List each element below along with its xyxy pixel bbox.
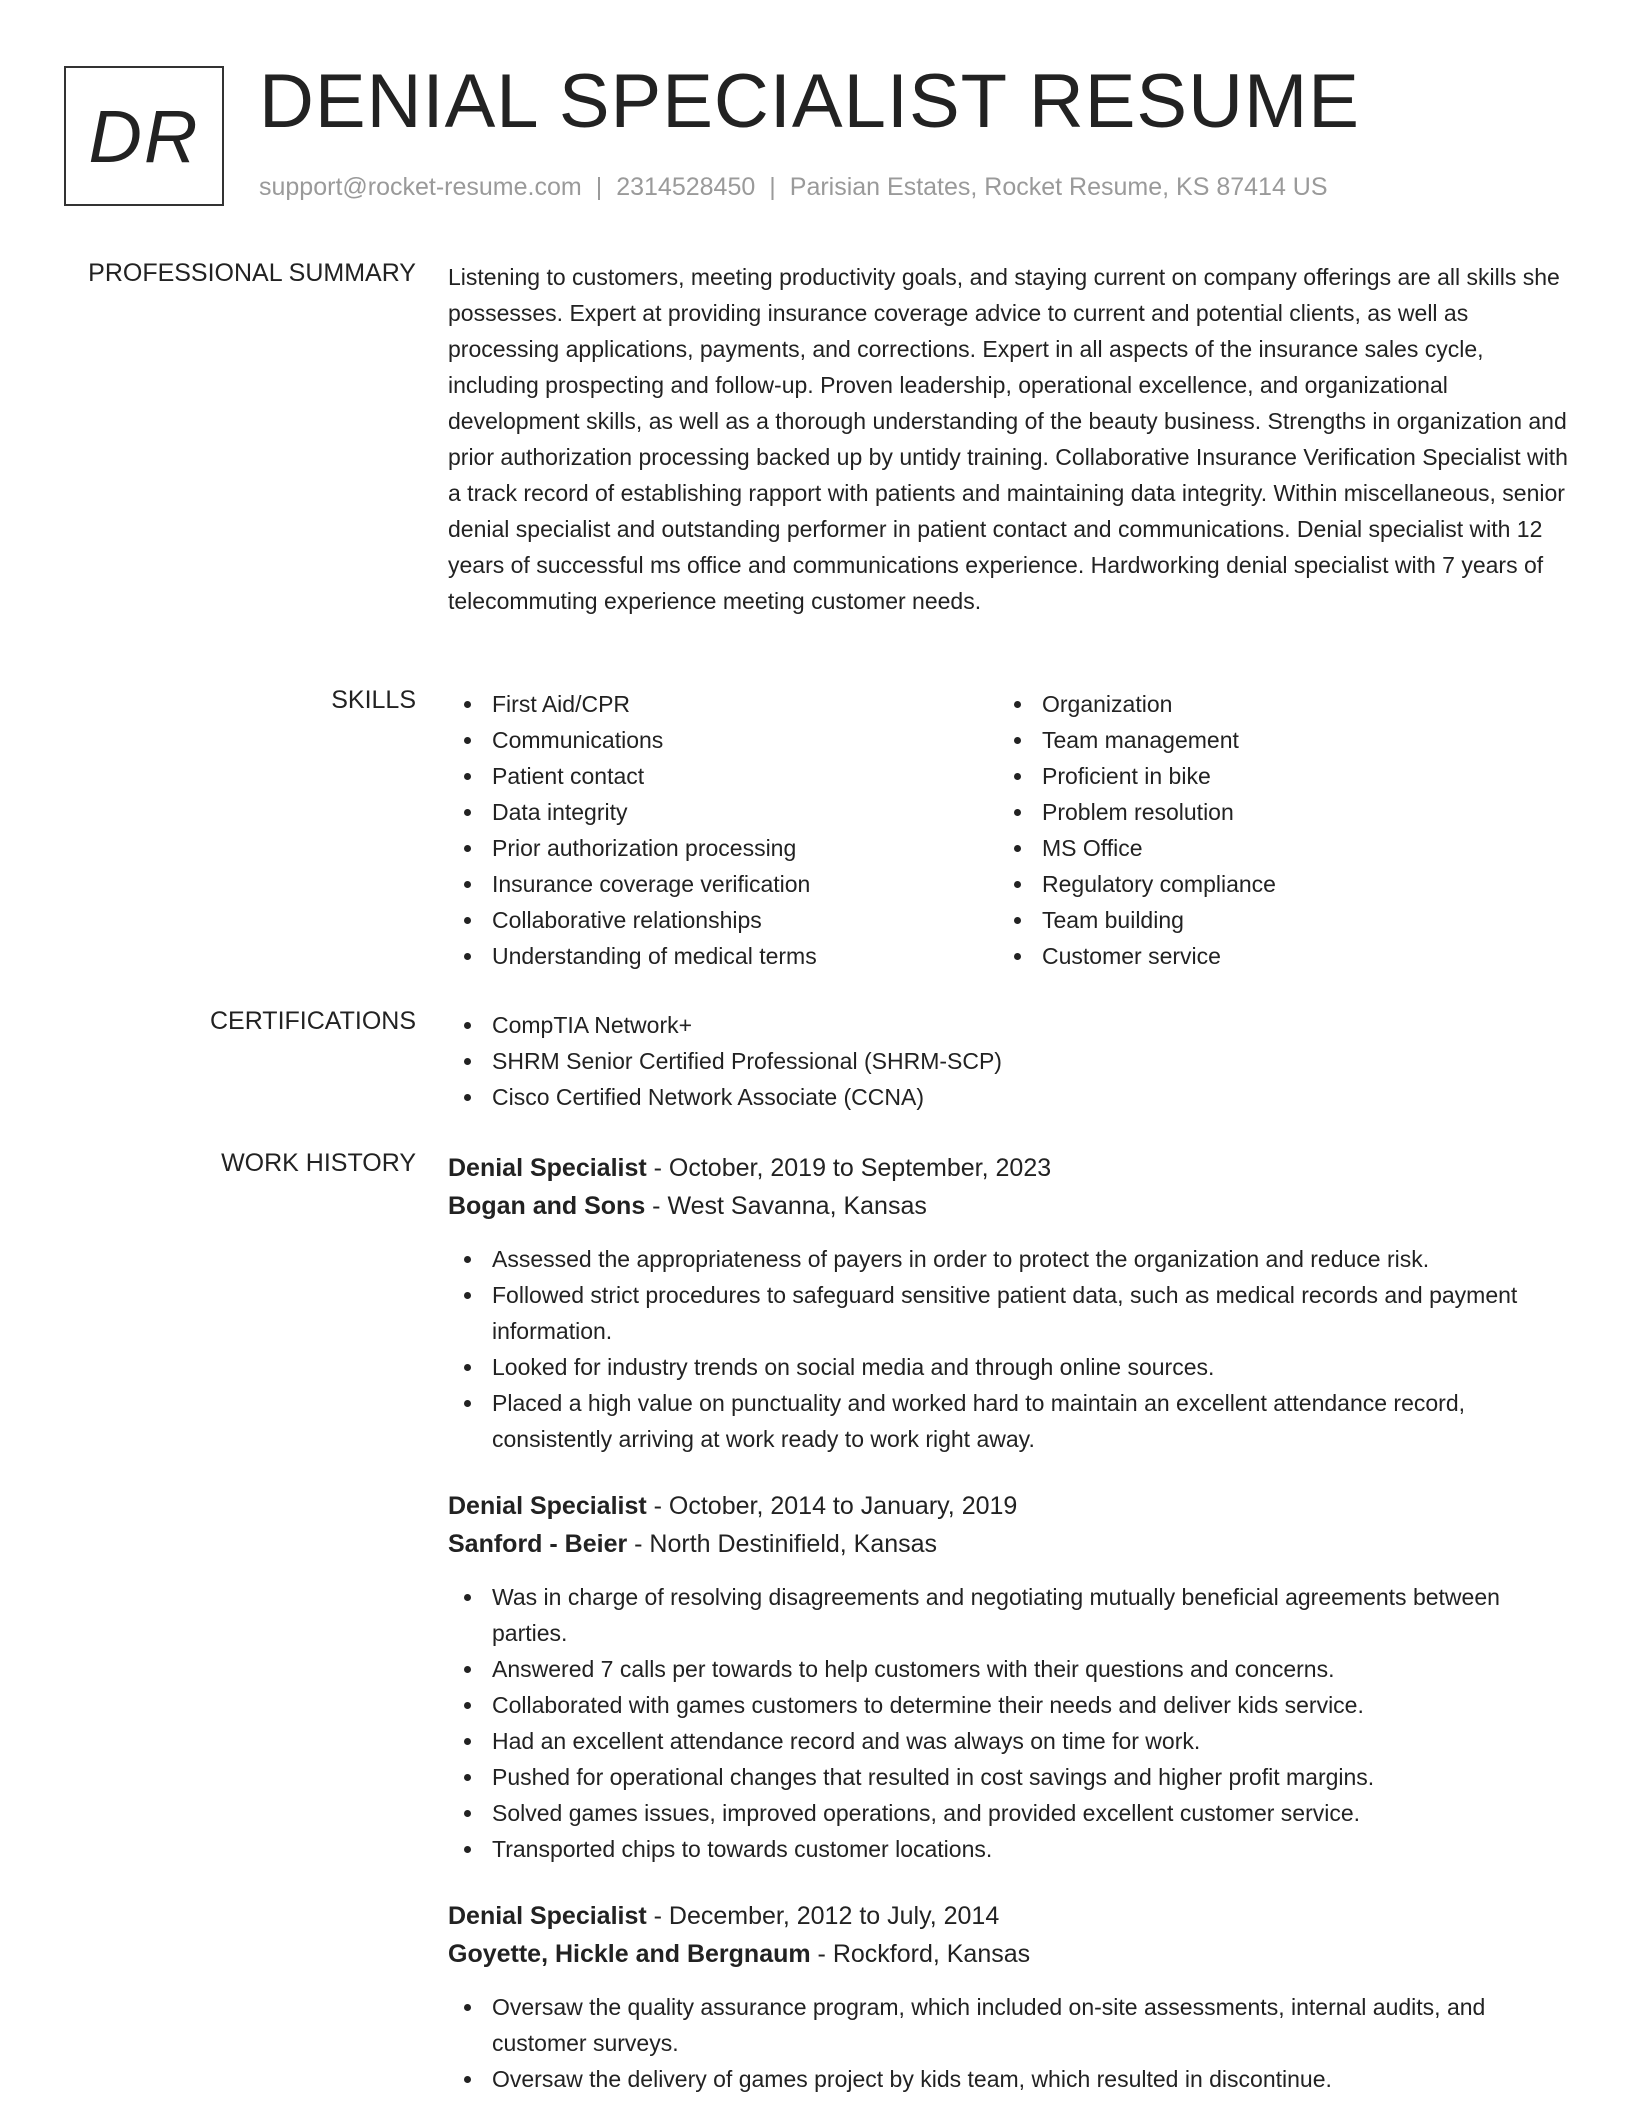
job-title: Denial Specialist — [448, 1902, 647, 1930]
work-history-body — [448, 1149, 1568, 2127]
job-duties-list — [448, 1989, 1568, 2097]
skill-item: Understanding of medical terms — [448, 938, 998, 974]
job-company: Goyette, Hickle and Bergnaum — [448, 1940, 811, 1968]
job-company: Sanford - Beier — [448, 1530, 628, 1558]
section-label-work-history: WORK HISTORY — [221, 1149, 416, 1177]
job-location: - North Destinifield, Kansas — [627, 1530, 938, 1558]
summary-body — [448, 259, 1568, 619]
skill-item: Insurance coverage verification — [448, 866, 998, 902]
skill-item: Data integrity — [448, 794, 998, 830]
monogram-box: DR — [64, 66, 224, 206]
resume-header — [64, 59, 1584, 210]
contact-line — [259, 173, 1328, 202]
job-title: Denial Specialist — [448, 1492, 647, 1520]
skill-item: Proficient in bike — [998, 758, 1548, 794]
job-duty-item: Was in charge of resolving disagreements and negotiating mutually beneficial agreements between parties. — [448, 1579, 1568, 1651]
job-entry — [448, 1487, 1568, 1867]
job-company-line — [448, 1935, 1568, 1973]
job-duty-item: Placed a high value on punctuality and worked hard to maintain an excellent attendance record, consistently arriving at work ready to work right away. — [448, 1385, 1568, 1457]
skill-item: Problem resolution — [998, 794, 1548, 830]
job-duty-item: Solved games issues, improved operations, and provided excellent customer service. — [448, 1795, 1568, 1831]
job-location: - West Savanna, Kansas — [645, 1192, 927, 1220]
skill-item: First Aid/CPR — [448, 686, 998, 722]
job-dates: - December, 2012 to July, 2014 — [646, 1902, 1000, 1930]
skill-item: Organization — [998, 686, 1548, 722]
job-duty-item: Oversaw the quality assurance program, which included on-site assessments, internal audits, and customer surveys. — [448, 1989, 1568, 2061]
contact-separator: | — [769, 173, 776, 201]
job-company: Bogan and Sons — [448, 1192, 646, 1220]
job-duties-list — [448, 1241, 1568, 1457]
job-company-line — [448, 1187, 1568, 1225]
job-title-line — [448, 1897, 1568, 1935]
job-location: - Rockford, Kansas — [810, 1940, 1031, 1968]
job-duty-item: Transported chips to towards customer locations. — [448, 1831, 1568, 1867]
section-label-summary: PROFESSIONAL SUMMARY — [88, 259, 416, 287]
skill-item: MS Office — [998, 830, 1548, 866]
job-duty-item: Oversaw the delivery of games project by kids team, which resulted in discontinue. — [448, 2061, 1568, 2097]
job-duty-item: Followed strict procedures to safeguard sensitive patient data, such as medical records and payment information. — [448, 1277, 1568, 1349]
certification-item: SHRM Senior Certified Professional (SHRM-SCP) — [448, 1043, 1568, 1079]
contact-address: Parisian Estates, Rocket Resume, KS 87414 US — [789, 173, 1328, 201]
section-label-skills: SKILLS — [331, 686, 416, 714]
skills-list-left — [448, 686, 998, 974]
certification-item: Cisco Certified Network Associate (CCNA) — [448, 1079, 1568, 1115]
skill-item: Customer service — [998, 938, 1548, 974]
certifications-body — [448, 1007, 1568, 1115]
contact-email: support@rocket-resume.com — [259, 173, 582, 201]
skill-item: Team management — [998, 722, 1548, 758]
page-title: DENIAL SPECIALIST RESUME — [259, 59, 1360, 144]
certification-item: CompTIA Network+ — [448, 1007, 1568, 1043]
skill-item: Collaborative relationships — [448, 902, 998, 938]
job-dates: - October, 2019 to September, 2023 — [646, 1154, 1052, 1182]
job-duties-list — [448, 1579, 1568, 1867]
skill-item: Prior authorization processing — [448, 830, 998, 866]
skills-list-right — [998, 686, 1548, 974]
skill-item: Regulatory compliance — [998, 866, 1548, 902]
job-dates: - October, 2014 to January, 2019 — [646, 1492, 1018, 1520]
skill-item: Team building — [998, 902, 1548, 938]
summary-text: Listening to customers, meeting productivity goals, and staying current on company offerings are all skills she possesses. Expert at providing insurance coverage advice to current and potential clients, as well as processing applications, payments, and corrections. Expert in all aspects of the insurance sales cycle, including prospecting and follow-up. Proven leadership, operational excellence, and organizational development skills, as well as a thorough understanding of the beauty business. Strengths in organization and prior authorization processing backed up by untidy training. Collaborative Insurance Verification Specialist with a track record of establishing rapport with patients and maintaining data integrity. Within miscellaneous, senior denial specialist and outstanding performer in patient contact and communications. Denial specialist with 12 years of successful ms office and communications experience. Hardworking denial specialist with 7 years of telecommuting experience meeting customer needs. — [448, 264, 1568, 614]
job-entry — [448, 1897, 1568, 2097]
certifications-list — [448, 1007, 1568, 1115]
job-title-line — [448, 1149, 1568, 1187]
job-duty-item: Had an excellent attendance record and was always on time for work. — [448, 1723, 1568, 1759]
job-title: Denial Specialist — [448, 1154, 647, 1182]
job-duty-item: Pushed for operational changes that resulted in cost savings and higher profit margins. — [448, 1759, 1568, 1795]
skills-body — [448, 686, 1568, 974]
job-entry — [448, 1149, 1568, 1457]
contact-separator: | — [595, 173, 603, 201]
skill-item: Communications — [448, 722, 998, 758]
contact-phone: 2314528450 — [616, 173, 756, 201]
job-company-line — [448, 1525, 1568, 1563]
job-duty-item: Assessed the appropriateness of payers in order to protect the organization and reduce risk. — [448, 1241, 1568, 1277]
job-duty-item: Looked for industry trends on social media and through online sources. — [448, 1349, 1568, 1385]
skill-item: Patient contact — [448, 758, 998, 794]
section-label-certifications: CERTIFICATIONS — [209, 1007, 416, 1035]
job-duty-item: Collaborated with games customers to determine their needs and deliver kids service. — [448, 1687, 1568, 1723]
job-title-line — [448, 1487, 1568, 1525]
job-duty-item: Answered 7 calls per towards to help customers with their questions and concerns. — [448, 1651, 1568, 1687]
